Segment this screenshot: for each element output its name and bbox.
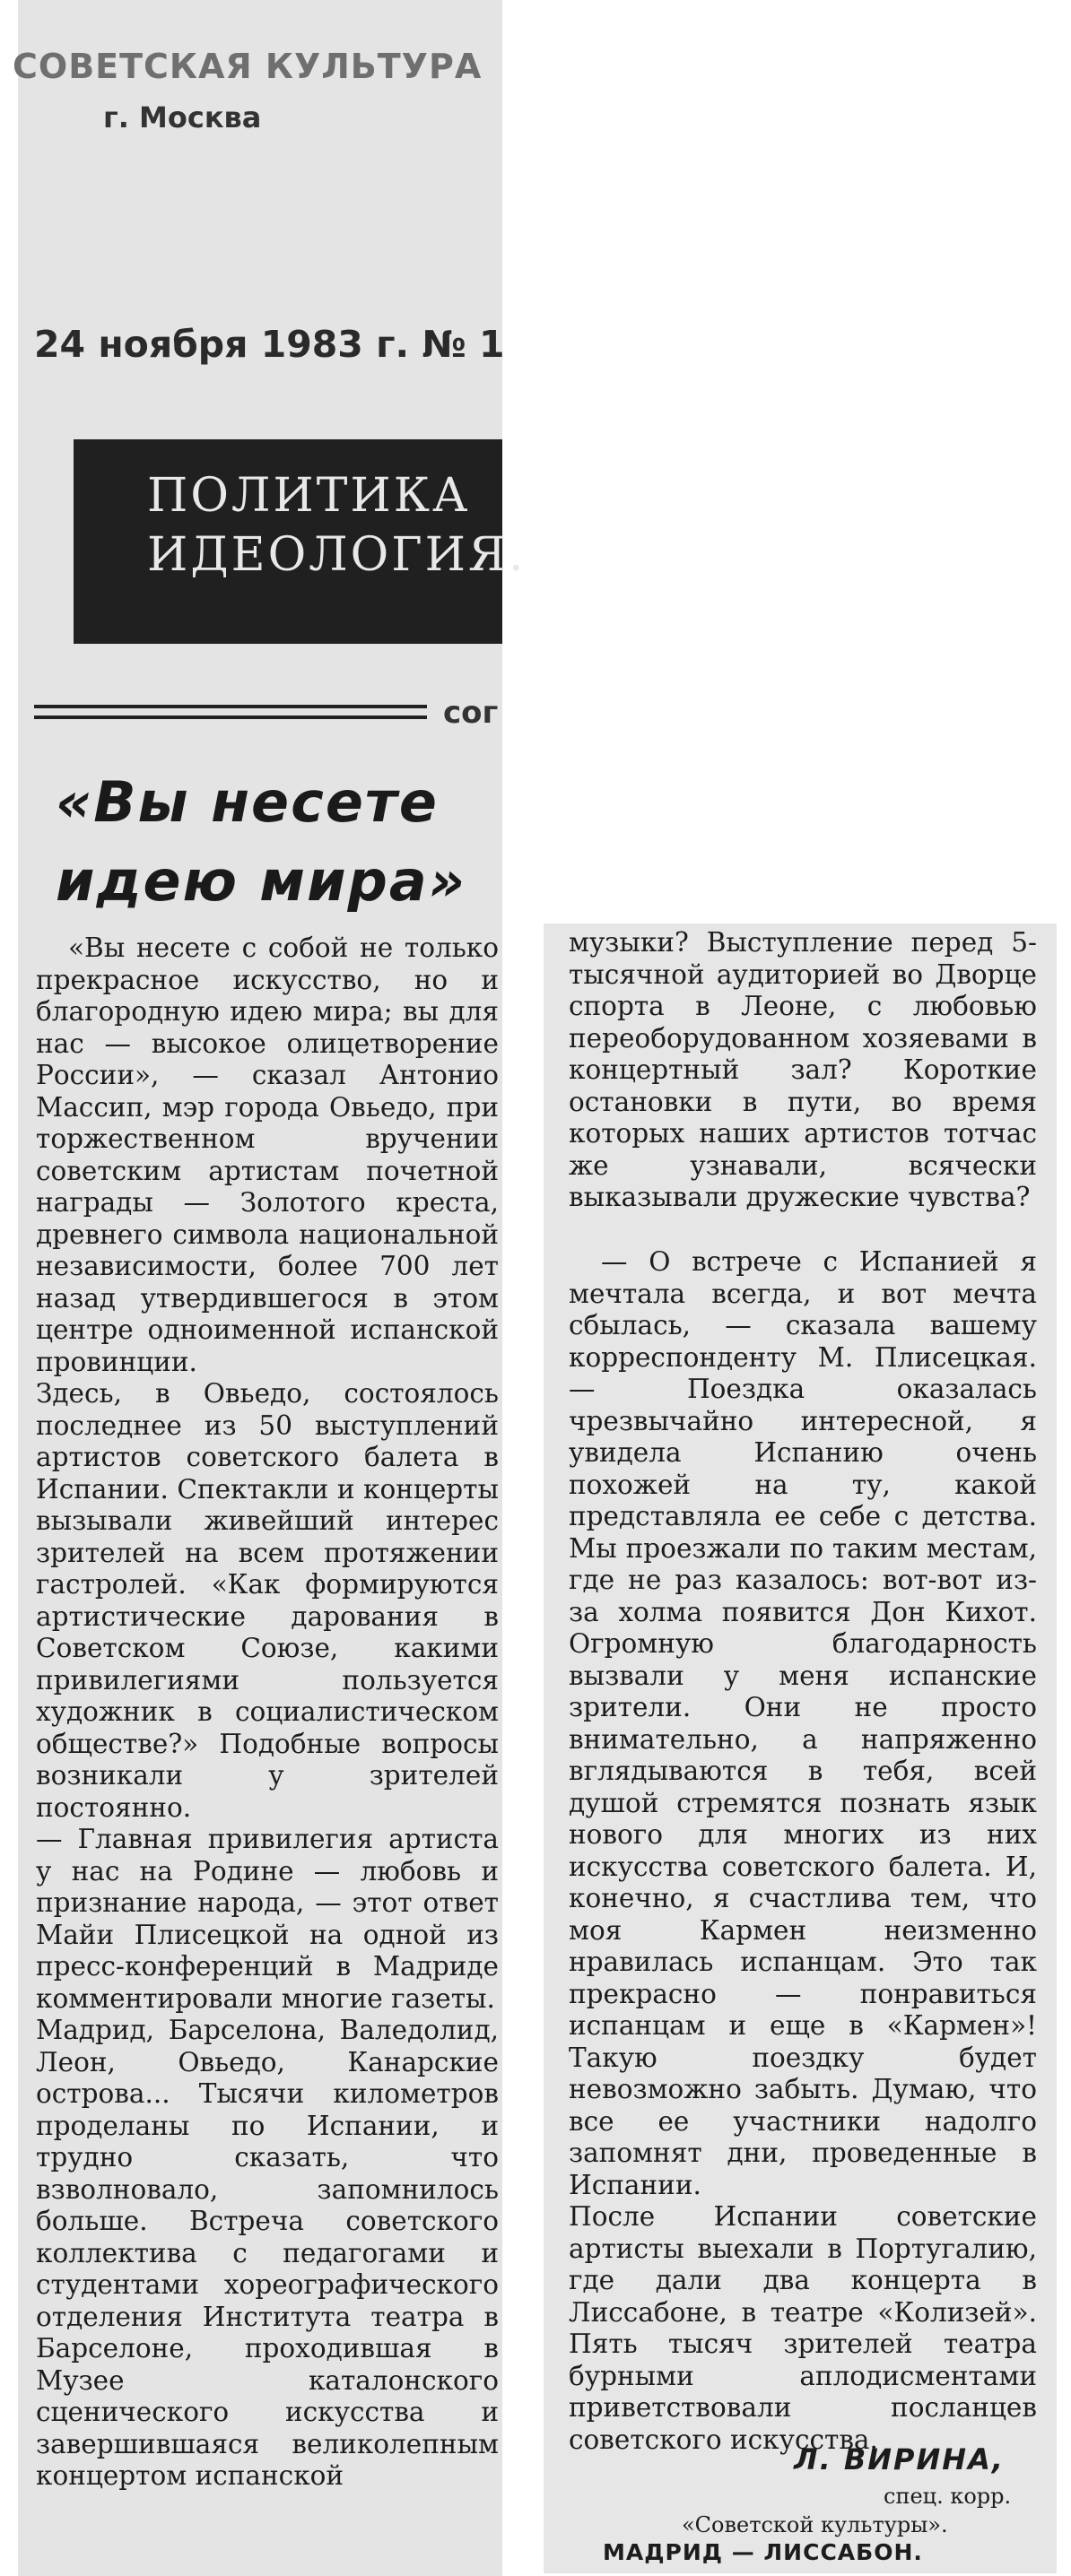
article-right-column: — О встрече с Испанией я мечтала всегда, и вот мечта сбылась, — сказала вашему корреспонденту М. Плисецкая. — Поездка оказалась чрезвычайно интересной, я увидела Испанию очень похожей на ту, какой представляла ее себе с детства. Мы проезжали по таким местам, где не раз казалось: вот-вот из-за холма появится Дон Кихот. Огромную благодарность вызвали у меня испанские зрители. Они не просто внимательно, а напряженно вглядываются в тебя, всей душой стремятся познать язык нового для многих из них искусства советского балета. И, конечно, я счастлива тем, что моя Кармен неизменно нравилась испанцам. Это так прекрасно — понравиться испанцам и еще в «Кармен»! Такую поездку будет невозможно забыть. Думаю, что все ее участники надолго запомнят дни, проведенные в Испании. После Испании советские артисты выехали в Португалию, где дали два концерта в Лиссабоне, в театре «Колизей». Пять тысяч зрителей театра бурными аплодисментами приветствовали посланцев советского искусства.	[569, 1246, 1037, 2455]
author-role: спец. корр.	[884, 2484, 1012, 2509]
headline-line-1: «Вы несете	[56, 769, 439, 835]
divider-rule-top	[34, 705, 427, 708]
rubric-line-1: ПОЛИТИКА	[147, 469, 471, 523]
dateline-place: МАДРИД — ЛИССАБОН.	[603, 2539, 923, 2565]
article-right-column-start: музыки? Выступление перед 5-тысячной аудиторией во Дворце спорта в Леоне, с любовью переоборудованном хозяевами в концертный зал? Короткие остановки в пути, во время которых наших артистов тотчас же узнавали, всячески выказывали дружеские чувства?	[569, 927, 1037, 1212]
city-stamp: г. Москва	[103, 100, 262, 134]
author-name: Л. ВИРИНА,	[794, 2442, 1005, 2476]
rubric-line-2: ИДЕОЛОГИЯ.	[147, 528, 527, 582]
article-left-column: «Вы несете с собой не только прекрасное искусство, но и благородную идею мира; вы для нас — высокое олицетворение России», — сказал Антонио Массип, мэр города Овьедо, при торжественном вручении советским артистам почетной награды — Золотого креста, древнего символа национальной независимости, более 700 лет назад утвердившегося в этом центре одноименной испанской провинции. Здесь, в Овьедо, состоялось последнее из 50 выступлений артистов советского балета в Испании. Спектакли и концерты вызывали живейший интерес зрителей на всем протяжении гастролей. «Как формируются артистические дарования в Советском Союзе, какими привилегиями пользуется художник в социалистическом обществе?» Подобные вопросы возникали у зрителей постоянно. — Главная привилегия артиста у нас на Родине — любовь и признание народа, — этот ответ Майи Плисецкой на одной из пресс-конференций в Мадриде комментировали многие газеты. Мадрид, Барселона, Валедолид, Леон, Овьедо, Канарские острова... Тысячи километров проделаны по Испании, и трудно сказать, что взволновало, запомнилось больше. Встреча советского коллектива с педагогами и студентами хореографического отделения Института театра в Барселоне, проходившая в Музее каталонского сценического искусства и завершившаяся великолепным концертом испанской	[36, 932, 499, 2491]
rubric-banner	[74, 439, 527, 644]
headline-line-2: идею мира»	[56, 848, 467, 914]
divider-rule-bottom	[34, 716, 427, 719]
issue-date: 24 ноября 1983 г. № 1	[34, 323, 505, 366]
rubric-tag: сог	[443, 695, 499, 731]
author-paper: «Советской культуры».	[682, 2512, 948, 2537]
newspaper-stamp: СОВЕТСКАЯ КУЛЬТУРА	[13, 47, 483, 86]
